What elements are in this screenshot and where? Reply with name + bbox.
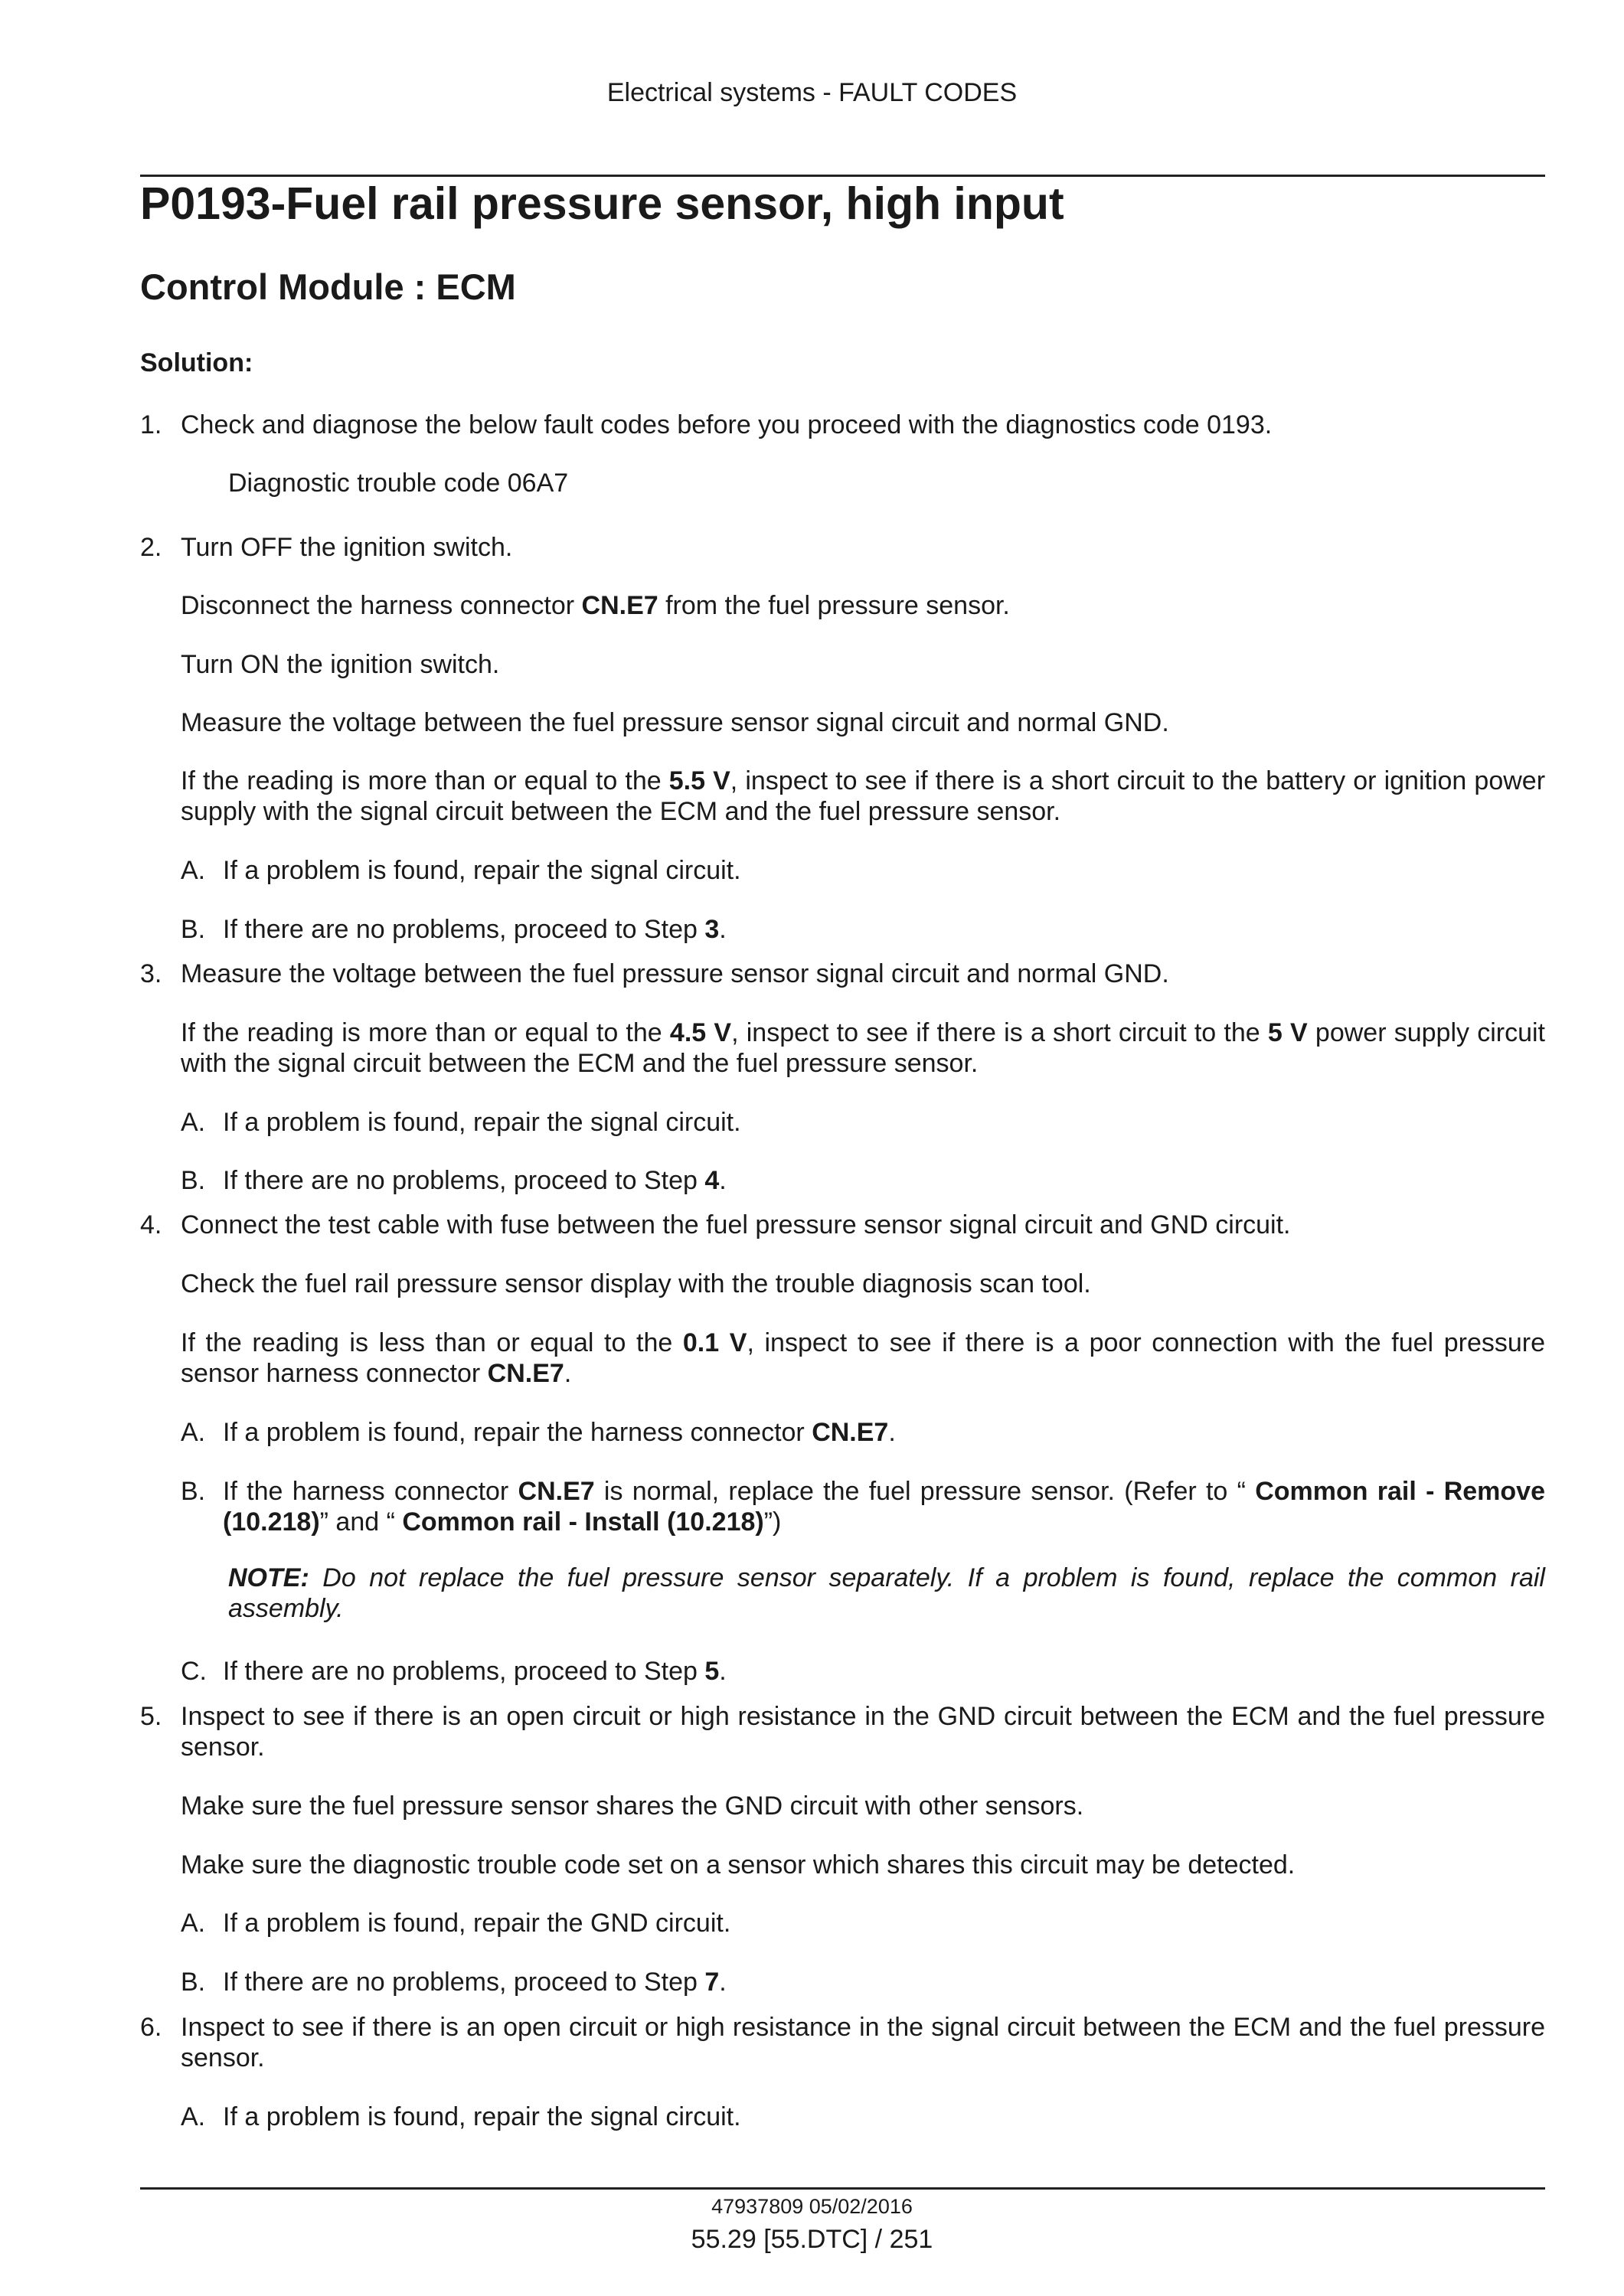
page-reference: 55.29 [55.DTC] / 251	[691, 2225, 933, 2254]
cross-reference-link: Common rail - Remove (10.218)	[223, 1477, 1545, 1537]
step-6-a-letter: A.	[181, 2102, 206, 2131]
step-4-number: 4.	[140, 1210, 162, 1239]
step-ref: 4	[704, 1166, 720, 1195]
step-2-p2: Disconnect the harness connector CN.E7 from the fuel pressure sensor.	[181, 591, 1010, 620]
step-2-p5: If the reading is more than or equal to the 5.5 V, inspect to see if there is a short circuit to the battery or ignition power supply with the signal circuit between the ECM and the fuel pressure sensor.	[181, 766, 1546, 826]
step-5-b-text: If there are no problems, proceed to Step 7.	[223, 1968, 727, 1997]
step-3-b-letter: B.	[181, 1166, 206, 1195]
step-1-text: Check and diagnose the below fault codes before you proceed with the diagnostics code 0193.	[181, 410, 1273, 439]
step-6-p1: Inspect to see if there is an open circuit or high resistance in the signal circuit between the ECM and the fuel pressure sensor.	[181, 2013, 1545, 2072]
step-2-p4: Measure the voltage between the fuel pressure sensor signal circuit and normal GND.	[181, 708, 1169, 737]
step-4-a-letter: A.	[181, 1418, 206, 1447]
control-module-heading: Control Module : ECM	[140, 266, 516, 307]
step-1-dtc: Diagnostic trouble code 06A7	[228, 469, 569, 498]
step-5-p2: Make sure the fuel pressure sensor shares the GND circuit with other sensors.	[181, 1791, 1084, 1821]
header-rule	[140, 175, 1545, 177]
solution-label: Solution:	[140, 348, 253, 377]
step-ref: 3	[704, 915, 720, 944]
step-3-number: 3.	[140, 959, 162, 988]
voltage-value: 4.5 V	[669, 1018, 732, 1047]
step-6-number: 6.	[140, 2013, 162, 2042]
step-4-p3: If the reading is less than or equal to the 0.1 V, inspect to see if there is a poor connection with the fuel pressure sensor harness connector CN.E7.	[181, 1328, 1545, 1388]
voltage-value: 5.5 V	[668, 766, 730, 795]
step-2-p3: Turn ON the ignition switch.	[181, 650, 500, 679]
connector-ref: CN.E7	[581, 591, 658, 620]
note-label: NOTE:	[228, 1563, 309, 1592]
step-5-p3: Make sure the diagnostic trouble code set on a sensor which shares this circuit may be detected.	[181, 1850, 1296, 1880]
step-2-a-text: If a problem is found, repair the signal circuit.	[223, 856, 741, 885]
connector-ref: CN.E7	[487, 1359, 564, 1388]
step-3-p2: If the reading is more than or equal to the 4.5 V, inspect to see if there is a short circuit to the 5 V power supply circuit with the signal circuit between the ECM and the fuel pressure sensor.	[181, 1018, 1546, 1078]
voltage-value: 0.1 V	[682, 1328, 747, 1357]
step-5-b-letter: B.	[181, 1968, 206, 1997]
step-2-b-letter: B.	[181, 915, 206, 944]
step-5-a-text: If a problem is found, repair the GND circuit.	[223, 1909, 731, 1938]
step-1-number: 1.	[140, 410, 162, 439]
step-5-a-letter: A.	[181, 1909, 206, 1938]
step-2-b-text: If there are no problems, proceed to Step 3.	[223, 915, 727, 944]
step-3-a-text: If a problem is found, repair the signal circuit.	[223, 1108, 741, 1137]
step-ref: 7	[704, 1968, 720, 1997]
footer-rule	[140, 2187, 1545, 2190]
voltage-value: 5 V	[1267, 1018, 1308, 1047]
connector-ref: CN.E7	[518, 1477, 595, 1506]
step-2-p1: Turn OFF the ignition switch.	[181, 533, 513, 562]
step-2-number: 2.	[140, 533, 162, 562]
step-4-c-letter: C.	[181, 1657, 207, 1686]
step-2-a-letter: A.	[181, 856, 206, 885]
running-header: Electrical systems - FAULT CODES	[606, 78, 1018, 107]
step-3-p1: Measure the voltage between the fuel pressure sensor signal circuit and normal GND.	[181, 959, 1169, 988]
step-4-p2: Check the fuel rail pressure sensor display with the trouble diagnosis scan tool.	[181, 1269, 1091, 1298]
step-6-a-text: If a problem is found, repair the signal circuit.	[223, 2102, 741, 2131]
step-4-p1: Connect the test cable with fuse between the fuel pressure sensor signal circuit and GND circuit.	[181, 1210, 1291, 1239]
step-4-c-text: If there are no problems, proceed to Step 5.	[223, 1657, 727, 1686]
step-5-number: 5.	[140, 1702, 162, 1731]
step-4-b-text: If the harness connector CN.E7 is normal, replace the fuel pressure sensor. (Refer to “ Common rail - Remove (10.218)” and “ Common rail - Install (10.218)”)	[223, 1477, 1545, 1537]
step-4-a-text: If a problem is found, repair the harness connector CN.E7.	[223, 1418, 896, 1447]
step-4-b-letter: B.	[181, 1477, 206, 1506]
document-code: 47937809 05/02/2016	[711, 2195, 913, 2218]
cross-reference-link: Common rail - Install (10.218)	[402, 1507, 764, 1537]
step-5-p1: Inspect to see if there is an open circuit or high resistance in the GND circuit between the ECM and the fuel pressure sensor.	[181, 1702, 1545, 1762]
step-ref: 5	[704, 1657, 720, 1686]
step-3-b-text: If there are no problems, proceed to Step 4.	[223, 1166, 727, 1195]
connector-ref: CN.E7	[812, 1418, 889, 1447]
step-3-a-letter: A.	[181, 1108, 206, 1137]
note-block: NOTE: Do not replace the fuel pressure sensor separately. If a problem is found, replace the common rail assembly.	[228, 1563, 1545, 1623]
page-title: P0193-Fuel rail pressure sensor, high input	[140, 178, 1064, 229]
